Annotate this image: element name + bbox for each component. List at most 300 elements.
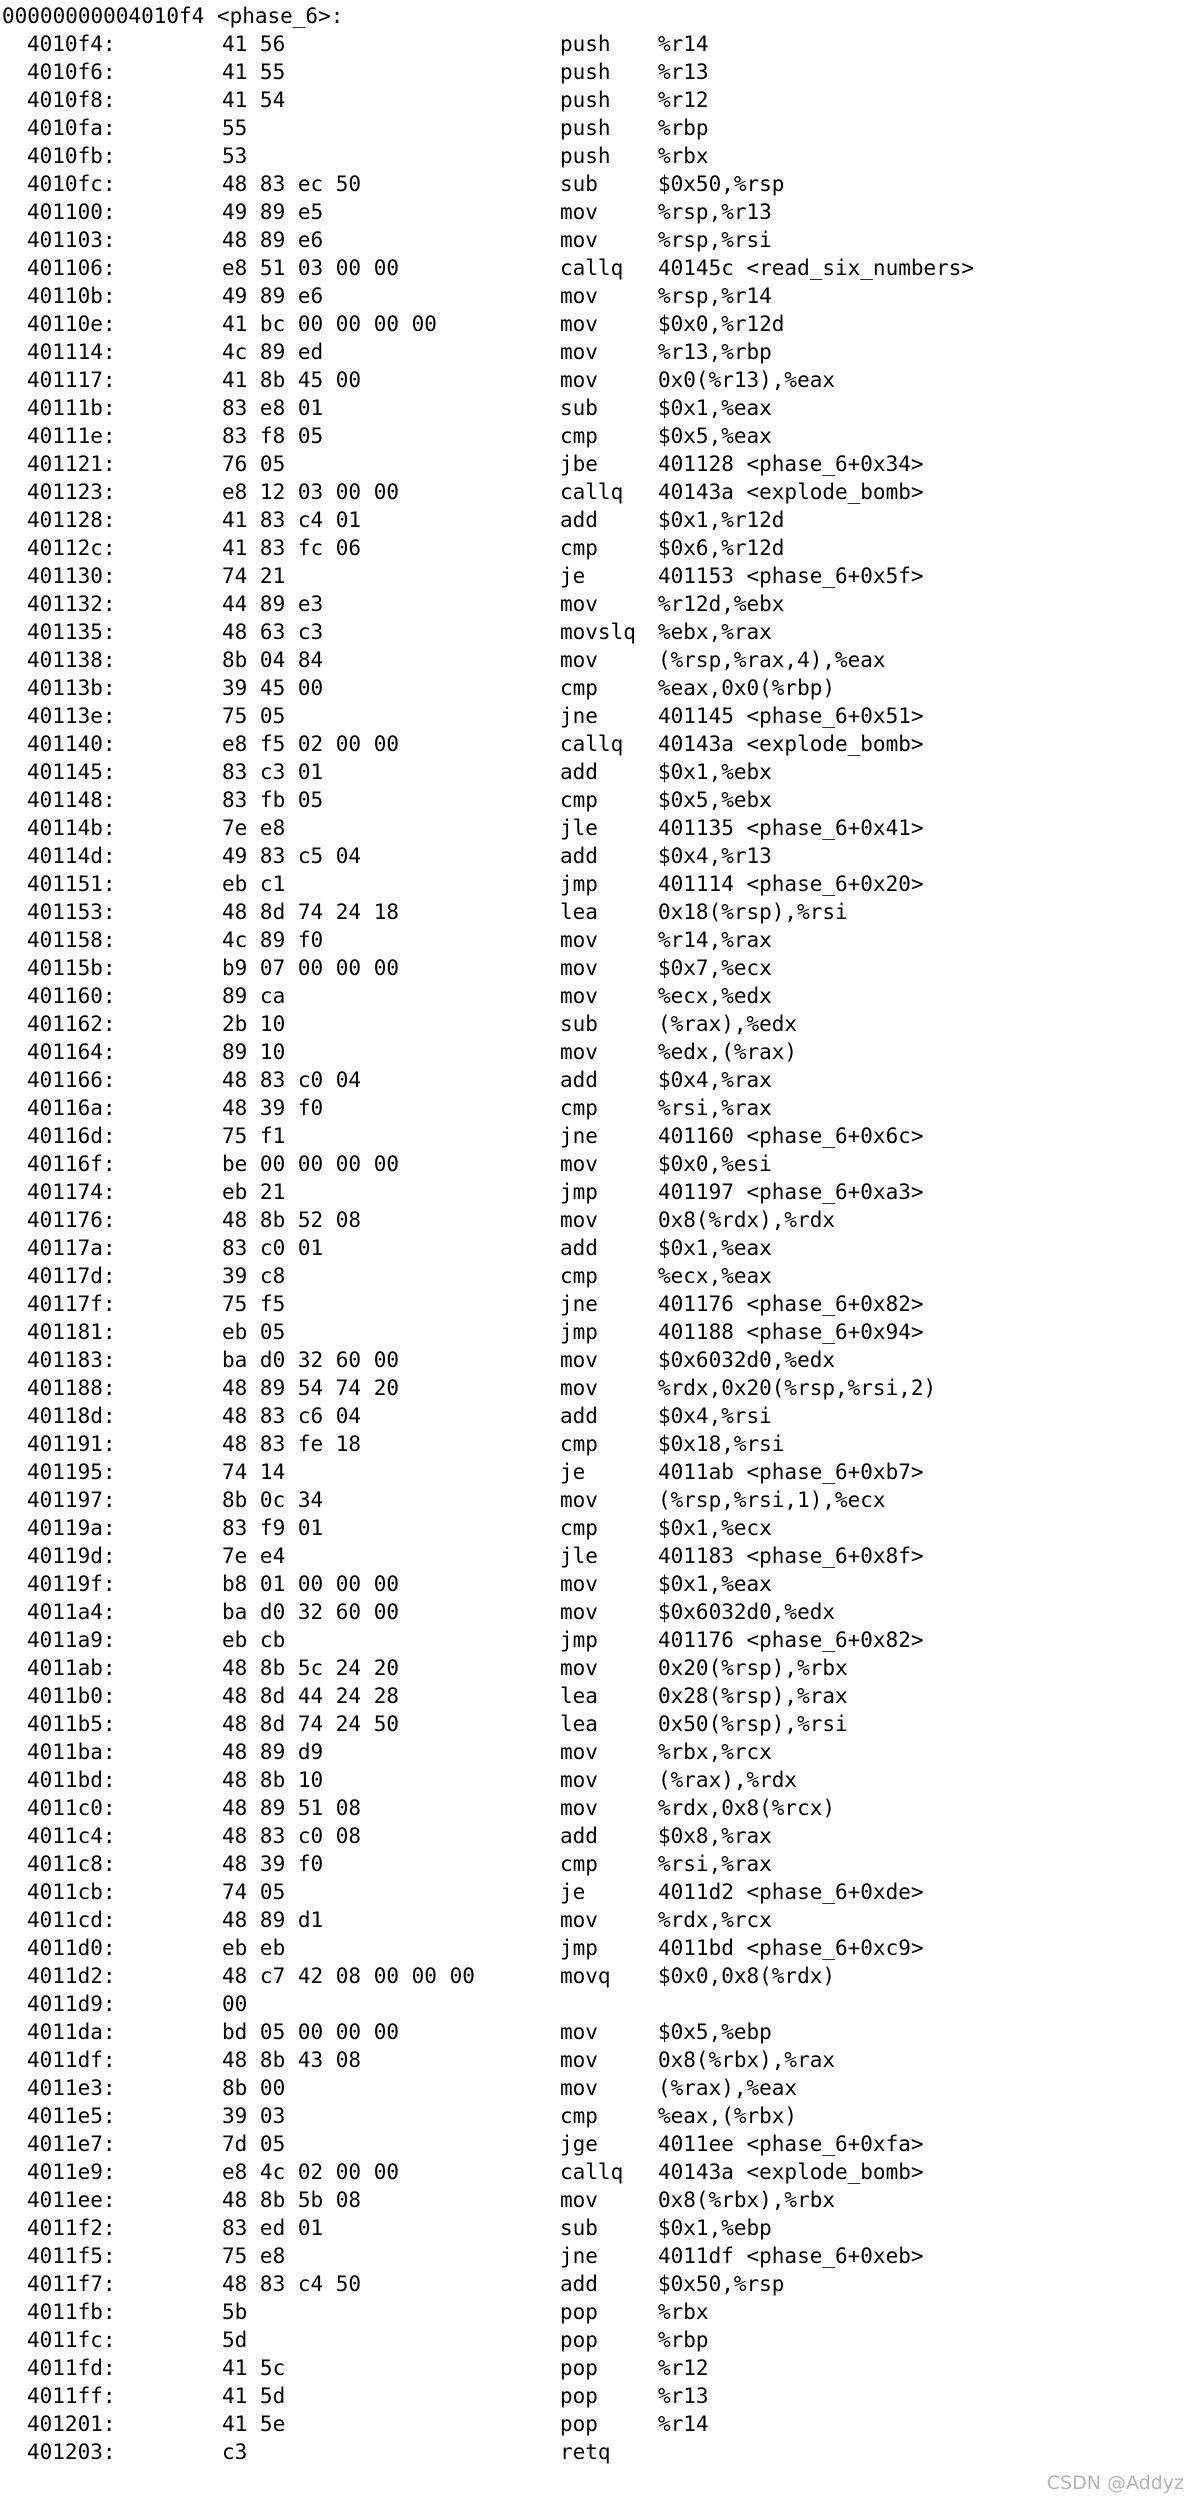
instruction-mnemonic: mov [560, 1152, 598, 1176]
instruction-row [2, 450, 1192, 478]
instruction-row [2, 1710, 1192, 1738]
instruction-bytes: 39 c8 [222, 1264, 286, 1288]
instruction-operands: 40143a <explode_bomb> [658, 732, 924, 756]
instruction-row [2, 898, 1192, 926]
instruction-operands: %edx,(%rax) [658, 1040, 798, 1064]
instruction-mnemonic: mov [560, 340, 598, 364]
instruction-mnemonic: callq [560, 256, 624, 280]
instruction-row [2, 2018, 1192, 2046]
instruction-address: 4011ab: [27, 1656, 116, 1680]
instruction-address: 401128: [27, 508, 116, 532]
instruction-row [2, 366, 1192, 394]
instruction-row [2, 1290, 1192, 1318]
instruction-bytes: 41 54 [222, 88, 286, 112]
instruction-operands: %r13,%rbp [658, 340, 772, 364]
instruction-mnemonic: mov [560, 956, 598, 980]
instruction-address: 4011da: [27, 2020, 116, 2044]
instruction-operands: 40143a <explode_bomb> [658, 480, 924, 504]
instruction-bytes: 8b 0c 34 [222, 1488, 324, 1512]
instruction-bytes: 41 5e [222, 2412, 286, 2436]
instruction-mnemonic: mov [560, 928, 598, 952]
instruction-bytes: 41 56 [222, 32, 286, 56]
instruction-mnemonic: mov [560, 1796, 598, 1820]
instruction-bytes: 48 8b 5b 08 [222, 2188, 362, 2212]
instruction-address: 4011f2: [27, 2216, 116, 2240]
instruction-address: 401191: [27, 1432, 116, 1456]
instruction-row [2, 338, 1192, 366]
instruction-operands: %ecx,%eax [658, 1264, 772, 1288]
instruction-operands: %r14 [658, 2412, 709, 2436]
instruction-address: 401123: [27, 480, 116, 504]
instruction-row [2, 254, 1192, 282]
instruction-row [2, 1150, 1192, 1178]
instruction-bytes: b8 01 00 00 00 [222, 1572, 400, 1596]
instruction-operands: $0x0,%esi [658, 1152, 772, 1176]
instruction-address: 4011ee: [27, 2188, 116, 2212]
watermark: CSDN @Addyz [1046, 2472, 1184, 2494]
instruction-operands: 401135 <phase_6+0x41> [658, 816, 924, 840]
instruction-address: 401166: [27, 1068, 116, 1092]
instruction-row [2, 422, 1192, 450]
instruction-operands: 4011df <phase_6+0xeb> [658, 2244, 924, 2268]
instruction-bytes: eb c1 [222, 872, 286, 896]
instruction-address: 40110b: [27, 284, 116, 308]
instruction-address: 4011d9: [27, 1992, 116, 2016]
instruction-operands: $0x0,0x8(%rdx) [658, 1964, 836, 1988]
instruction-row [2, 142, 1192, 170]
instruction-operands: 401160 <phase_6+0x6c> [658, 1124, 924, 1148]
instruction-mnemonic: jmp [560, 1180, 598, 1204]
instruction-operands: 401128 <phase_6+0x34> [658, 452, 924, 476]
instruction-address: 401181: [27, 1320, 116, 1344]
instruction-bytes: 48 63 c3 [222, 620, 324, 644]
instruction-operands: $0x1,%eax [658, 396, 772, 420]
instruction-mnemonic: je [560, 564, 586, 588]
instruction-row [2, 1234, 1192, 1262]
instruction-row [2, 1010, 1192, 1038]
instruction-row [2, 282, 1192, 310]
instruction-mnemonic: jbe [560, 452, 598, 476]
instruction-mnemonic: mov [560, 1908, 598, 1932]
instruction-address: 4011fb: [27, 2300, 116, 2324]
instruction-operands: 4011d2 <phase_6+0xde> [658, 1880, 924, 1904]
instruction-mnemonic: je [560, 1460, 586, 1484]
instruction-bytes: 7d 05 [222, 2132, 286, 2156]
instruction-address: 401151: [27, 872, 116, 896]
instruction-bytes: 41 bc 00 00 00 00 [222, 312, 437, 336]
instruction-address: 4011bd: [27, 1768, 116, 1792]
instruction-row [2, 1878, 1192, 1906]
instruction-address: 40113b: [27, 676, 116, 700]
instruction-row [2, 870, 1192, 898]
instruction-operands: (%rsp,%rax,4),%eax [658, 648, 886, 672]
instruction-operands: $0x4,%rax [658, 1068, 772, 1092]
instruction-mnemonic: jmp [560, 1628, 598, 1652]
instruction-operands: 4011ee <phase_6+0xfa> [658, 2132, 924, 2156]
instruction-address: 401153: [27, 900, 116, 924]
instruction-mnemonic: pop [560, 2356, 598, 2380]
instruction-address: 401148: [27, 788, 116, 812]
instruction-bytes: 48 89 d1 [222, 1908, 324, 1932]
instruction-mnemonic: mov [560, 1656, 598, 1680]
instruction-row [2, 1094, 1192, 1122]
instruction-operands: 0x0(%r13),%eax [658, 368, 836, 392]
instruction-address: 4011a4: [27, 1600, 116, 1624]
instruction-row [2, 1122, 1192, 1150]
instruction-row [2, 478, 1192, 506]
instruction-mnemonic: mov [560, 648, 598, 672]
instruction-row [2, 562, 1192, 590]
instruction-mnemonic: cmp [560, 424, 598, 448]
instruction-address: 4011e5: [27, 2104, 116, 2128]
instruction-mnemonic: lea [560, 900, 598, 924]
instruction-bytes: 7e e8 [222, 816, 286, 840]
instruction-bytes: 83 c3 01 [222, 760, 324, 784]
instruction-list [2, 30, 1192, 2466]
instruction-row [2, 1794, 1192, 1822]
instruction-bytes: 74 05 [222, 1880, 286, 1904]
instruction-row [2, 1458, 1192, 1486]
instruction-address: 4011b0: [27, 1684, 116, 1708]
instruction-operands: $0x50,%rsp [658, 2272, 785, 2296]
instruction-row [2, 2242, 1192, 2270]
instruction-operands: %r14,%rax [658, 928, 772, 952]
instruction-operands: %rbx [658, 2300, 709, 2324]
instruction-operands: 0x50(%rsp),%rsi [658, 1712, 848, 1736]
instruction-bytes: 41 8b 45 00 [222, 368, 362, 392]
instruction-bytes: 5d [222, 2328, 248, 2352]
instruction-row [2, 1402, 1192, 1430]
instruction-bytes: 74 21 [222, 564, 286, 588]
instruction-row [2, 1262, 1192, 1290]
instruction-operands: (%rax),%rdx [658, 1768, 798, 1792]
instruction-operands: (%rax),%eax [658, 2076, 798, 2100]
instruction-row [2, 926, 1192, 954]
instruction-bytes: b9 07 00 00 00 [222, 956, 400, 980]
instruction-operands: 0x20(%rsp),%rbx [658, 1656, 848, 1680]
instruction-bytes: 48 8d 74 24 18 [222, 900, 400, 924]
instruction-operands: $0x7,%ecx [658, 956, 772, 980]
instruction-bytes: 83 fb 05 [222, 788, 324, 812]
instruction-bytes: eb 21 [222, 1180, 286, 1204]
instruction-operands: %rbp [658, 116, 709, 140]
instruction-operands: %ecx,%edx [658, 984, 772, 1008]
instruction-row [2, 702, 1192, 730]
instruction-mnemonic: mov [560, 1600, 598, 1624]
instruction-mnemonic: mov [560, 1740, 598, 1764]
instruction-mnemonic: sub [560, 1012, 598, 1036]
instruction-address: 40118d: [27, 1404, 116, 1428]
instruction-operands: 0x18(%rsp),%rsi [658, 900, 848, 924]
instruction-operands: %rsp,%rsi [658, 228, 772, 252]
instruction-row [2, 842, 1192, 870]
instruction-row [2, 1738, 1192, 1766]
instruction-operands: $0x4,%r13 [658, 844, 772, 868]
instruction-address: 4011b5: [27, 1712, 116, 1736]
instruction-address: 4011fd: [27, 2356, 116, 2380]
instruction-address: 401162: [27, 1012, 116, 1036]
instruction-operands: 401197 <phase_6+0xa3> [658, 1180, 924, 1204]
instruction-mnemonic: cmp [560, 1516, 598, 1540]
instruction-operands: $0x6032d0,%edx [658, 1600, 836, 1624]
instruction-bytes: eb cb [222, 1628, 286, 1652]
instruction-row [2, 86, 1192, 114]
instruction-row [2, 170, 1192, 198]
instruction-mnemonic: jle [560, 1544, 598, 1568]
instruction-row [2, 1514, 1192, 1542]
instruction-bytes: ba d0 32 60 00 [222, 1348, 400, 1372]
instruction-row [2, 1570, 1192, 1598]
instruction-mnemonic: mov [560, 1376, 598, 1400]
instruction-operands: %rsp,%r13 [658, 200, 772, 224]
instruction-mnemonic: add [560, 508, 598, 532]
instruction-row [2, 2186, 1192, 2214]
instruction-bytes: 83 ed 01 [222, 2216, 324, 2240]
instruction-bytes: 49 89 e5 [222, 200, 324, 224]
instruction-operands: $0x4,%rsi [658, 1404, 772, 1428]
instruction-address: 401201: [27, 2412, 116, 2436]
instruction-row [2, 2410, 1192, 2438]
instruction-address: 4010fa: [27, 116, 116, 140]
instruction-operands: 0x8(%rbx),%rax [658, 2048, 836, 2072]
instruction-operands: %rdx,0x8(%rcx) [658, 1796, 836, 1820]
disassembly-listing [2, 2, 1192, 2466]
instruction-mnemonic: push [560, 144, 611, 168]
instruction-mnemonic: cmp [560, 2104, 598, 2128]
instruction-row [2, 2382, 1192, 2410]
instruction-mnemonic: add [560, 1824, 598, 1848]
instruction-mnemonic: mov [560, 368, 598, 392]
instruction-mnemonic: jmp [560, 1320, 598, 1344]
instruction-address: 4010f6: [27, 60, 116, 84]
instruction-address: 401203: [27, 2440, 116, 2464]
instruction-bytes: 48 83 c0 04 [222, 1068, 362, 1092]
instruction-operands: $0x18,%rsi [658, 1432, 785, 1456]
instruction-operands: %rbx [658, 144, 709, 168]
instruction-mnemonic: mov [560, 312, 598, 336]
instruction-bytes: 49 89 e6 [222, 284, 324, 308]
instruction-address: 40114d: [27, 844, 116, 868]
instruction-address: 401174: [27, 1180, 116, 1204]
instruction-bytes: 89 ca [222, 984, 286, 1008]
instruction-address: 401135: [27, 620, 116, 644]
instruction-address: 40113e: [27, 704, 116, 728]
instruction-row [2, 982, 1192, 1010]
instruction-address: 4011cb: [27, 1880, 116, 1904]
instruction-mnemonic: lea [560, 1712, 598, 1736]
instruction-operands: 40145c <read_six_numbers> [658, 256, 975, 280]
instruction-address: 401103: [27, 228, 116, 252]
instruction-address: 401121: [27, 452, 116, 476]
instruction-bytes: 48 89 e6 [222, 228, 324, 252]
instruction-mnemonic: sub [560, 2216, 598, 2240]
instruction-address: 4011a9: [27, 1628, 116, 1652]
instruction-row [2, 114, 1192, 142]
instruction-mnemonic: jne [560, 704, 598, 728]
instruction-row [2, 1822, 1192, 1850]
instruction-operands: (%rax),%edx [658, 1012, 798, 1036]
instruction-mnemonic: cmp [560, 536, 598, 560]
instruction-address: 40117f: [27, 1292, 116, 1316]
instruction-address: 4011c0: [27, 1796, 116, 1820]
instruction-bytes: ba d0 32 60 00 [222, 1600, 400, 1624]
instruction-bytes: 2b 10 [222, 1012, 286, 1036]
instruction-bytes: 4c 89 ed [222, 340, 324, 364]
instruction-row [2, 646, 1192, 674]
instruction-operands: %r14 [658, 32, 709, 56]
instruction-address: 401188: [27, 1376, 116, 1400]
instruction-mnemonic: callq [560, 2160, 624, 2184]
instruction-operands: %r12d,%ebx [658, 592, 785, 616]
instruction-row [2, 1374, 1192, 1402]
instruction-bytes: 48 83 fe 18 [222, 1432, 362, 1456]
instruction-row [2, 2046, 1192, 2074]
instruction-mnemonic: mov [560, 1768, 598, 1792]
instruction-row [2, 2438, 1192, 2466]
instruction-row [2, 814, 1192, 842]
instruction-mnemonic: mov [560, 2048, 598, 2072]
instruction-row [2, 198, 1192, 226]
instruction-bytes: 48 89 d9 [222, 1740, 324, 1764]
instruction-address: 401100: [27, 200, 116, 224]
instruction-address: 401197: [27, 1488, 116, 1512]
instruction-bytes: bd 05 00 00 00 [222, 2020, 400, 2044]
instruction-bytes: 74 14 [222, 1460, 286, 1484]
instruction-address: 4011e3: [27, 2076, 116, 2100]
instruction-row [2, 1962, 1192, 1990]
instruction-mnemonic: mov [560, 1348, 598, 1372]
instruction-address: 40119f: [27, 1572, 116, 1596]
instruction-row [2, 1934, 1192, 1962]
instruction-operands: $0x1,%ebp [658, 2216, 772, 2240]
instruction-address: 4011d0: [27, 1936, 116, 1960]
instruction-mnemonic: movq [560, 1964, 611, 1988]
instruction-operands: 401153 <phase_6+0x5f> [658, 564, 924, 588]
instruction-bytes: eb 05 [222, 1320, 286, 1344]
instruction-bytes: e8 f5 02 00 00 [222, 732, 400, 756]
instruction-mnemonic: mov [560, 228, 598, 252]
instruction-address: 40116f: [27, 1152, 116, 1176]
instruction-bytes: 53 [222, 144, 248, 168]
instruction-operands: 0x28(%rsp),%rax [658, 1684, 848, 1708]
instruction-address: 4011f5: [27, 2244, 116, 2268]
instruction-mnemonic: jle [560, 816, 598, 840]
instruction-operands: %rsp,%r14 [658, 284, 772, 308]
instruction-row [2, 618, 1192, 646]
instruction-address: 4011df: [27, 2048, 116, 2072]
instruction-row [2, 2354, 1192, 2382]
instruction-address: 40111b: [27, 396, 116, 420]
instruction-address: 4011ff: [27, 2384, 116, 2408]
instruction-bytes: 41 83 c4 01 [222, 508, 362, 532]
instruction-address: 401138: [27, 648, 116, 672]
instruction-operands: $0x5,%ebp [658, 2020, 772, 2044]
instruction-operands: 401145 <phase_6+0x51> [658, 704, 924, 728]
instruction-address: 40117d: [27, 1264, 116, 1288]
instruction-mnemonic: push [560, 88, 611, 112]
instruction-bytes: 48 8d 44 24 28 [222, 1684, 400, 1708]
instruction-mnemonic: cmp [560, 676, 598, 700]
instruction-bytes: 4c 89 f0 [222, 928, 324, 952]
instruction-operands: %eax,0x0(%rbp) [658, 676, 836, 700]
instruction-bytes: 48 39 f0 [222, 1096, 324, 1120]
instruction-row [2, 1318, 1192, 1346]
instruction-bytes: 75 e8 [222, 2244, 286, 2268]
instruction-address: 40114b: [27, 816, 116, 840]
instruction-address: 4010f8: [27, 88, 116, 112]
instruction-mnemonic: pop [560, 2384, 598, 2408]
instruction-operands: $0x1,%eax [658, 1572, 772, 1596]
instruction-mnemonic: mov [560, 1488, 598, 1512]
instruction-row [2, 1850, 1192, 1878]
instruction-bytes: 48 8b 10 [222, 1768, 324, 1792]
instruction-address: 4011f7: [27, 2272, 116, 2296]
instruction-bytes: 48 89 51 08 [222, 1796, 362, 1820]
instruction-address: 4011c4: [27, 1824, 116, 1848]
instruction-bytes: 48 8d 74 24 50 [222, 1712, 400, 1736]
instruction-row [2, 2298, 1192, 2326]
instruction-mnemonic: callq [560, 732, 624, 756]
instruction-bytes: 49 83 c5 04 [222, 844, 362, 868]
instruction-row [2, 1990, 1192, 2018]
instruction-bytes: 5b [222, 2300, 248, 2324]
instruction-bytes: e8 51 03 00 00 [222, 256, 400, 280]
instruction-bytes: 83 f8 05 [222, 424, 324, 448]
instruction-bytes: e8 12 03 00 00 [222, 480, 400, 504]
instruction-address: 40112c: [27, 536, 116, 560]
instruction-row [2, 1178, 1192, 1206]
instruction-bytes: 89 10 [222, 1040, 286, 1064]
instruction-row [2, 2270, 1192, 2298]
instruction-address: 401176: [27, 1208, 116, 1232]
instruction-row [2, 2130, 1192, 2158]
instruction-row [2, 1346, 1192, 1374]
instruction-operands: %rsi,%rax [658, 1852, 772, 1876]
instruction-operands: %rbx,%rcx [658, 1740, 772, 1764]
instruction-mnemonic: cmp [560, 1096, 598, 1120]
instruction-address: 40110e: [27, 312, 116, 336]
instruction-mnemonic: mov [560, 1208, 598, 1232]
instruction-row [2, 394, 1192, 422]
instruction-operands: 0x8(%rbx),%rbx [658, 2188, 836, 2212]
instruction-row [2, 2074, 1192, 2102]
instruction-address: 401130: [27, 564, 116, 588]
instruction-address: 401117: [27, 368, 116, 392]
instruction-mnemonic: sub [560, 396, 598, 420]
instruction-operands: (%rsp,%rsi,1),%ecx [658, 1488, 886, 1512]
instruction-bytes: 75 f5 [222, 1292, 286, 1316]
instruction-bytes: 55 [222, 116, 248, 140]
instruction-bytes: 48 83 c4 50 [222, 2272, 362, 2296]
instruction-address: 401195: [27, 1460, 116, 1484]
instruction-operands: 401183 <phase_6+0x8f> [658, 1544, 924, 1568]
instruction-row [2, 1766, 1192, 1794]
instruction-mnemonic: callq [560, 480, 624, 504]
instruction-operands: %r12 [658, 2356, 709, 2380]
instruction-operands: %rsi,%rax [658, 1096, 772, 1120]
instruction-bytes: 48 83 c0 08 [222, 1824, 362, 1848]
instruction-mnemonic: jge [560, 2132, 598, 2156]
instruction-operands: 401176 <phase_6+0x82> [658, 1292, 924, 1316]
instruction-mnemonic: jne [560, 1292, 598, 1316]
instruction-mnemonic: lea [560, 1684, 598, 1708]
instruction-row [2, 310, 1192, 338]
instruction-row [2, 730, 1192, 758]
instruction-mnemonic: push [560, 60, 611, 84]
instruction-address: 401164: [27, 1040, 116, 1064]
instruction-mnemonic: mov [560, 2076, 598, 2100]
instruction-mnemonic: mov [560, 200, 598, 224]
